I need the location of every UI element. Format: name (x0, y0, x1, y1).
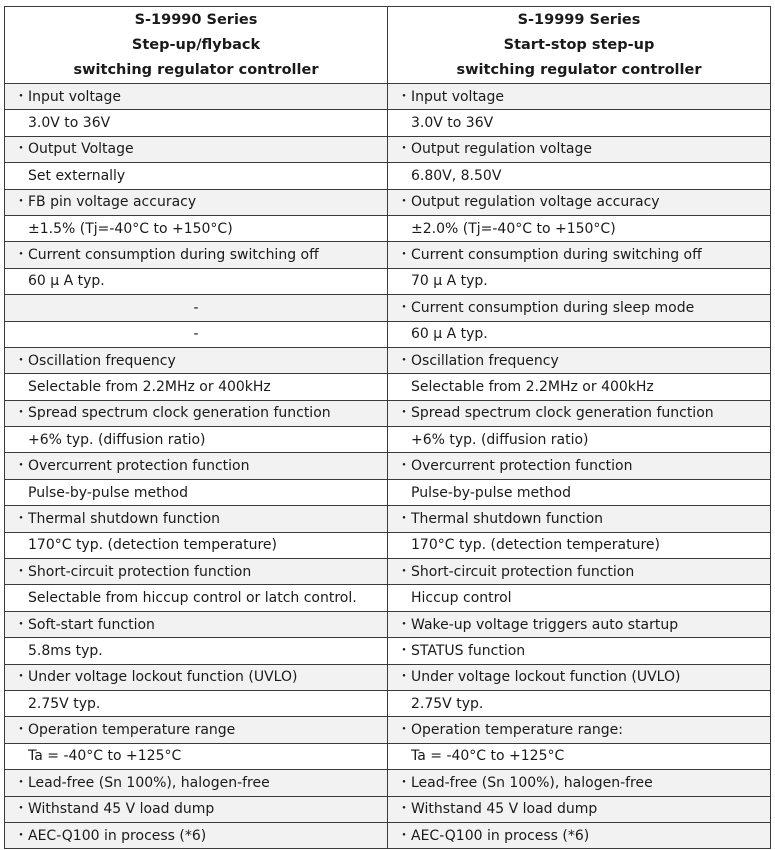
cell-text: 60 μ A typ. (28, 273, 105, 290)
bullet-mark: ・ (397, 722, 411, 739)
s19990-cell (5, 506, 388, 532)
bullet-mark: ・ (397, 247, 411, 264)
cell-text: Selectable from hiccup control or latch control. (28, 590, 357, 607)
s19990-cell (5, 268, 388, 294)
cell-text: ±2.0% (Tj=-40°C to +150°C) (411, 220, 616, 237)
cell-text: Current consumption during sleep mode (411, 299, 695, 316)
table-row (5, 532, 771, 558)
s19990-cell (5, 110, 388, 136)
bullet-mark: ・ (397, 510, 411, 527)
bullet-mark: ・ (14, 774, 28, 791)
s19999-cell (388, 453, 771, 479)
cell-text: Pulse-by-pulse method (28, 484, 188, 501)
cell-text: Operation temperature range: (411, 722, 623, 739)
table-header-row (5, 7, 771, 84)
s19999-cell (388, 110, 771, 136)
bullet-mark: ・ (14, 88, 28, 105)
s19999-cell (388, 506, 771, 532)
cell-text: ±1.5% (Tj=-40°C to +150°C) (28, 220, 233, 237)
cell-text: Selectable from 2.2MHz or 400kHz (28, 378, 271, 395)
cell-text: 2.75V typ. (28, 695, 101, 712)
bullet-mark: ・ (14, 194, 28, 211)
cell-text: Soft-start function (28, 616, 155, 633)
s19999-cell (388, 717, 771, 743)
s19999-cell (388, 611, 771, 637)
cell-text: Short-circuit protection function (411, 563, 635, 580)
header-s19990-line-1: S-19990 Series (134, 11, 258, 28)
s19999-cell (388, 585, 771, 611)
table-row (5, 347, 771, 373)
cell-text: Input voltage (28, 88, 122, 105)
cell-text: AEC-Q100 in process (*6) (411, 827, 590, 844)
table-row (5, 796, 771, 822)
cell-text: Overcurrent protection function (411, 458, 633, 475)
cell-text: Withstand 45 V load dump (411, 801, 598, 818)
s19999-cell (388, 136, 771, 162)
cell-text: - (193, 299, 199, 316)
cell-text: Current consumption during switching off (28, 247, 319, 264)
cell-text: +6% typ. (diffusion ratio) (411, 431, 589, 448)
bullet-mark: ・ (397, 458, 411, 475)
s19999-cell (388, 532, 771, 558)
table-row (5, 638, 771, 664)
s19999-cell (388, 479, 771, 505)
s19990-cell (5, 770, 388, 796)
cell-text: - (193, 326, 199, 343)
s19990-cell (5, 242, 388, 268)
bullet-mark: ・ (397, 801, 411, 818)
s19999-cell (388, 163, 771, 189)
bullet-mark: ・ (14, 827, 28, 844)
s19990-cell (5, 638, 388, 664)
table-row (5, 479, 771, 505)
cell-text: Input voltage (411, 88, 505, 105)
bullet-mark: ・ (397, 827, 411, 844)
table-row (5, 84, 771, 110)
cell-text: 70 μ A typ. (411, 273, 488, 290)
table-row (5, 215, 771, 241)
cell-text: 2.75V typ. (411, 695, 484, 712)
s19999-cell (388, 84, 771, 110)
s19990-cell (5, 585, 388, 611)
cell-text: Hiccup control (411, 590, 512, 607)
bullet-mark: ・ (14, 458, 28, 475)
bullet-mark: ・ (14, 669, 28, 686)
s19990-cell (5, 163, 388, 189)
s19999-cell (388, 770, 771, 796)
table-row (5, 506, 771, 532)
s19990-cell (5, 427, 388, 453)
table-row (5, 268, 771, 294)
cell-text: Under voltage lockout function (UVLO) (28, 669, 298, 686)
s19990-cell (5, 690, 388, 716)
table-row (5, 374, 771, 400)
table-row (5, 717, 771, 743)
bullet-mark: ・ (14, 563, 28, 580)
cell-text: 170°C typ. (detection temperature) (411, 537, 660, 554)
cell-text: Output regulation voltage (411, 141, 592, 158)
header-s19999-line-2: Start-stop step-up (503, 36, 655, 53)
table-row (5, 189, 771, 215)
s19999-cell (388, 638, 771, 664)
table-row (5, 136, 771, 162)
s19990-cell (5, 611, 388, 637)
s19990-cell (5, 453, 388, 479)
s19990-cell (5, 215, 388, 241)
table-row (5, 585, 771, 611)
bullet-mark: ・ (14, 801, 28, 818)
s19990-cell (5, 664, 388, 690)
bullet-mark: ・ (14, 247, 28, 264)
bullet-mark: ・ (14, 141, 28, 158)
table-row (5, 822, 771, 848)
s19990-cell (5, 347, 388, 373)
cell-text: Spread spectrum clock generation function (411, 405, 714, 422)
s19990-cell (5, 400, 388, 426)
s19999-cell (388, 743, 771, 769)
table-row (5, 427, 771, 453)
s19999-cell (388, 215, 771, 241)
cell-text: +6% typ. (diffusion ratio) (28, 431, 206, 448)
s19990-cell (5, 822, 388, 848)
bullet-mark: ・ (397, 352, 411, 369)
cell-text: Overcurrent protection function (28, 458, 250, 475)
cell-text: Thermal shutdown function (28, 510, 221, 527)
header-s19999 (388, 7, 771, 84)
s19990-cell (5, 479, 388, 505)
s19999-cell (388, 559, 771, 585)
bullet-mark: ・ (397, 194, 411, 211)
cell-text: 60 μ A typ. (411, 326, 488, 343)
header-s19990 (5, 7, 388, 84)
bullet-mark: ・ (14, 405, 28, 422)
bullet-mark: ・ (397, 141, 411, 158)
cell-text: Operation temperature range (28, 722, 236, 739)
cell-text: 6.80V, 8.50V (411, 167, 502, 184)
bullet-mark: ・ (397, 299, 411, 316)
s19999-cell (388, 822, 771, 848)
s19990-cell (5, 796, 388, 822)
s19999-cell (388, 295, 771, 321)
s19999-cell (388, 400, 771, 426)
bullet-mark: ・ (397, 616, 411, 633)
cell-text: FB pin voltage accuracy (28, 194, 197, 211)
s19990-cell (5, 743, 388, 769)
bullet-mark: ・ (397, 774, 411, 791)
table-row (5, 110, 771, 136)
bullet-mark: ・ (14, 616, 28, 633)
table-row (5, 453, 771, 479)
cell-text: Lead-free (Sn 100%), halogen-free (411, 774, 653, 791)
bullet-mark: ・ (397, 405, 411, 422)
bullet-mark: ・ (397, 669, 411, 686)
cell-text: Current consumption during switching off (411, 247, 702, 264)
bullet-mark: ・ (14, 722, 28, 739)
table-body (5, 84, 771, 849)
s19990-cell (5, 717, 388, 743)
cell-text: Output regulation voltage accuracy (411, 194, 660, 211)
bullet-mark: ・ (397, 88, 411, 105)
s19999-cell (388, 427, 771, 453)
cell-text: AEC-Q100 in process (*6) (28, 827, 207, 844)
cell-text: Set externally (28, 167, 126, 184)
s19999-cell (388, 347, 771, 373)
table-row (5, 295, 771, 321)
cell-text: Short-circuit protection function (28, 563, 252, 580)
cell-text: 5.8ms typ. (28, 642, 103, 659)
s19999-cell (388, 796, 771, 822)
header-s19999-line-3: switching regulator controller (456, 61, 702, 78)
header-s19999-line-1: S-19999 Series (517, 11, 641, 28)
table-row (5, 611, 771, 637)
table-row (5, 743, 771, 769)
table-row (5, 664, 771, 690)
cell-text: Withstand 45 V load dump (28, 801, 215, 818)
cell-text: Ta = -40°C to +125°C (411, 748, 565, 765)
s19990-cell (5, 532, 388, 558)
bullet-mark: ・ (14, 352, 28, 369)
cell-text: 170°C typ. (detection temperature) (28, 537, 277, 554)
table-row (5, 400, 771, 426)
table-row (5, 770, 771, 796)
table-row (5, 690, 771, 716)
header-s19990-line-2: Step-up/flyback (131, 36, 261, 53)
cell-text: Thermal shutdown function (411, 510, 604, 527)
table-row (5, 242, 771, 268)
s19990-cell (5, 295, 388, 321)
cell-text: Wake-up voltage triggers auto startup (411, 616, 679, 633)
cell-text: Pulse-by-pulse method (411, 484, 571, 501)
cell-text: Selectable from 2.2MHz or 400kHz (411, 378, 654, 395)
bullet-mark: ・ (14, 510, 28, 527)
cell-text: Ta = -40°C to +125°C (28, 748, 182, 765)
s19999-cell (388, 242, 771, 268)
header-s19990-line-3: switching regulator controller (73, 61, 319, 78)
table-row (5, 321, 771, 347)
s19990-cell (5, 374, 388, 400)
cell-text: Lead-free (Sn 100%), halogen-free (28, 774, 270, 791)
cell-text: 3.0V to 36V (411, 115, 494, 132)
s19990-cell (5, 136, 388, 162)
cell-text: Output Voltage (28, 141, 134, 158)
s19999-cell (388, 374, 771, 400)
s19999-cell (388, 690, 771, 716)
cell-text: 3.0V to 36V (28, 115, 111, 132)
cell-text: Oscillation frequency (28, 352, 176, 369)
s19999-cell (388, 268, 771, 294)
cell-text: STATUS function (411, 642, 526, 659)
table-row (5, 163, 771, 189)
comparison-table (4, 6, 771, 849)
s19999-cell (388, 321, 771, 347)
cell-text: Spread spectrum clock generation function (28, 405, 331, 422)
s19999-cell (388, 664, 771, 690)
cell-text: Under voltage lockout function (UVLO) (411, 669, 681, 686)
table-row (5, 559, 771, 585)
bullet-mark: ・ (397, 563, 411, 580)
s19990-cell (5, 559, 388, 585)
s19990-cell (5, 321, 388, 347)
s19999-cell (388, 189, 771, 215)
s19990-cell (5, 84, 388, 110)
cell-text: Oscillation frequency (411, 352, 559, 369)
bullet-mark: ・ (397, 642, 411, 659)
s19990-cell (5, 189, 388, 215)
